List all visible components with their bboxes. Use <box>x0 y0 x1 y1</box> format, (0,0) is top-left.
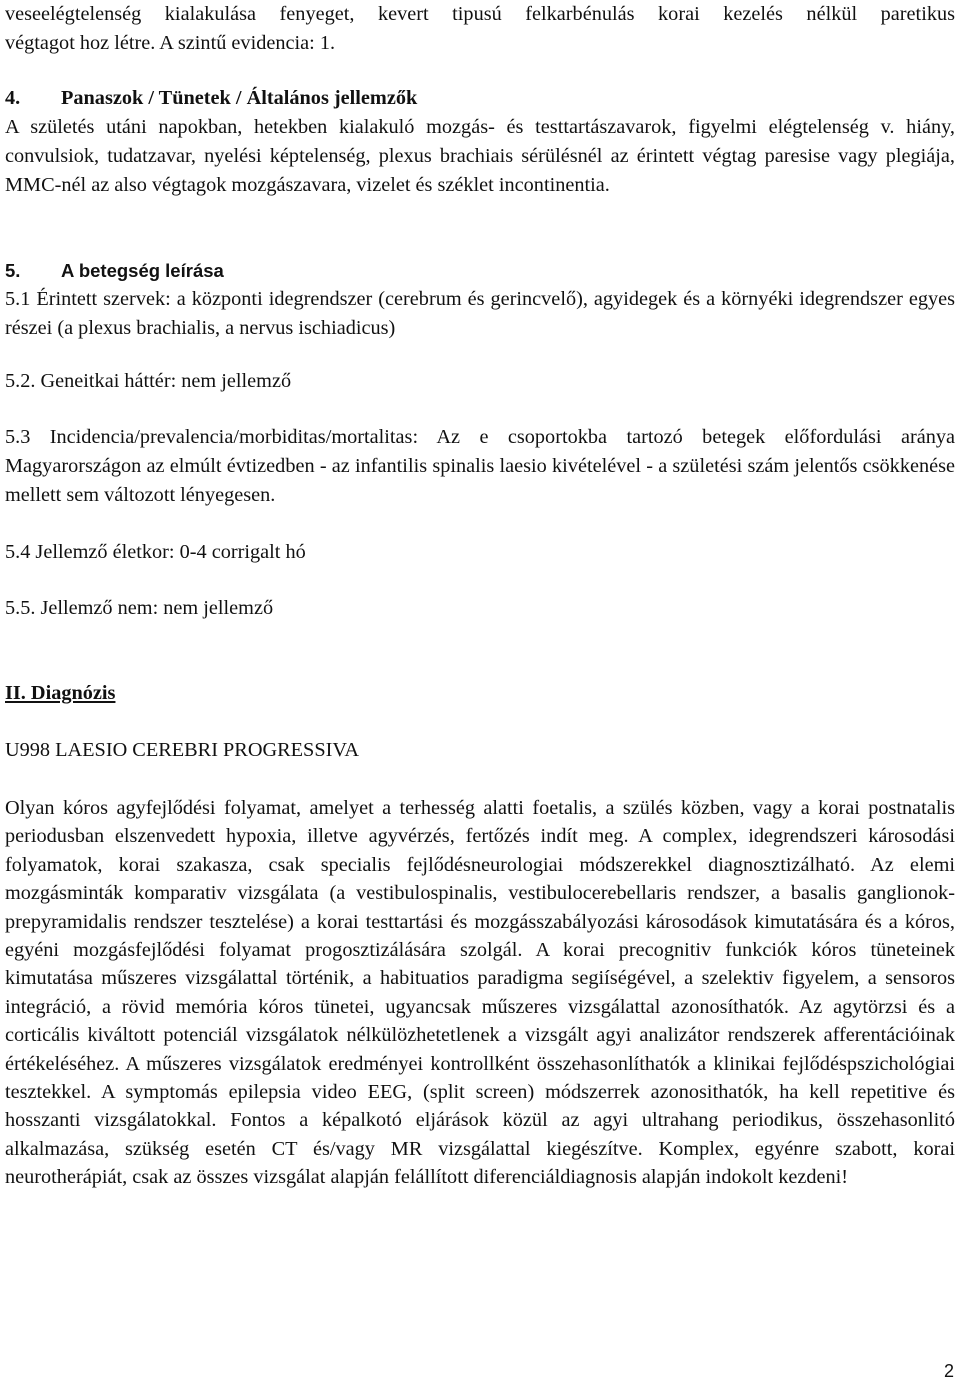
section-5-heading <box>5 256 224 285</box>
section-4-heading <box>5 84 417 113</box>
intro-line-2: végtagot hoz létre. A szintű evidencia: 1. <box>5 32 336 54</box>
section-5-2: 5.2. Geneitkai háttér: nem jellemző <box>5 370 292 392</box>
diagnosis-paragraph: Olyan kóros agyfejlődési folyamat, amelyet a terhesség alatti foetalis, a szülés közben, vagy a korai postnatalis periodusban elszenvedett hypoxia, illetve agyvérzés, fertőzés indít meg. A complex, idegrendszeri károsodási folyamatok, korai szakasza, csak specialis fejlődésneurologiai módszerekkel diagnosztizálható. Az elemi mozgásminták komparativ vizsgálata (a vestibulospinalis, vestibulocerebellaris rendszer, a basalis ganglionok-prepyramidalis rendszer tesztelése) a korai testtartási és mozgásszabályozási károsodások kimutatására és a kóros, egyéni mozgásfejlődési folyamat progosztizálására szolgál. A korai precognitiv funkciók kóros tüneteinek kimutatása műszeres vizsgálattal történik, a habituatios paradigma segiíségével, a szelektiv figyelem, a sensoros integráció, a rövid memória kóros tünetei, ugyancsak műszeres vizsgálattal azonosíthatók. Az agytörzsi és a corticális kiváltott potenciál vizsgálatok nélkülözhetetlenek a vizsgált agyi analizátor rendszerek afferentációinak értékeléséhez. A műszeres vizsgálatok eredményei kontrollként összehasonlíthatók a klinikai fejlődéspszichológiai tesztekkel. A symptomás epilepsia video EEG, (split screen) módszerrek azonosithatók, ha kell repetitive és hosszanti vizsgálatokkal. Fontos a képalkotó eljárások közül az agyi ultrahang periodikus, összehasonlitó alkalmazása, szükség esetén CT és/vagy MR vizsgálattal kiegészítve. Komplex, egyénre szabott, korai neurotherápiát, csak az összes vizsgálat alapján felállított diferenciáldiagnosis alapján indokolt kezdeni! <box>5 797 955 1189</box>
page-number: 2 <box>943 1361 954 1381</box>
section-4-body: A születés utáni napokban, hetekben kialakuló mozgás- és testtartászavarok, figyelmi elégtelenség v. hiány, convulsiok, tudatzavar, nyelési képtelenség, plexus brachiais sérülésnél az érintett végtag paresise vagy plegiája, MMC-nél az also végtagok mozgászavara, vizelet és széklet incontinentia. <box>5 116 955 196</box>
section-5-title: A betegség leírása <box>61 260 224 281</box>
section-5-3: 5.3 Incidencia/prevalencia/morbiditas/mortalitas: Az e csoportokba tartozó betegek előfordulási aránya Magyarországon az elmúlt évtizedben - az infantilis spinalis laesio kivételével - a születési szám jelentős csökkenése mellett sem változott lényegesen. <box>5 426 955 506</box>
intro-line-1: veseelégtelenség kialakulása fenyeget, kevert tipusú felkarbénulás korai kezelés nélkül paretikus <box>5 3 955 25</box>
section-4-number: 4. <box>5 87 21 109</box>
section-5-number: 5. <box>5 260 21 281</box>
diagnosis-code-title: U998 LAESIO CEREBRI PROGRESSIVA <box>5 739 360 761</box>
diagnosis-heading: II. Diagnózis <box>5 682 116 704</box>
section-5-4: 5.4 Jellemző életkor: 0-4 corrigalt hó <box>5 541 306 563</box>
section-5-5: 5.5. Jellemző nem: nem jellemző <box>5 597 274 619</box>
section-4-title: Panaszok / Tünetek / Általános jellemzők <box>61 87 418 109</box>
section-5-1: 5.1 Érintett szervek: a központi idegrendszer (cerebrum és gerincvelő), agyidegek és a környéki idegrendszer egyes részei (a plexus brachialis, a nervus ischiadicus) <box>5 288 955 339</box>
